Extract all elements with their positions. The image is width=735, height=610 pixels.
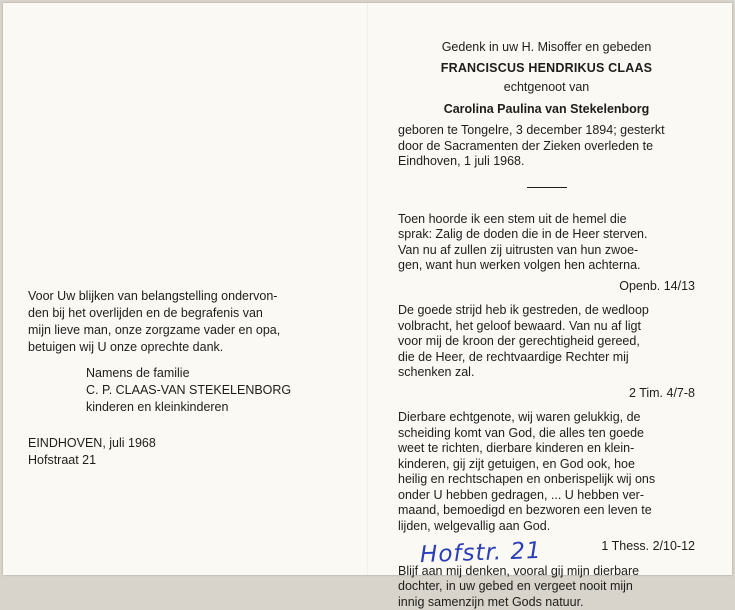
passage-closing	[398, 564, 695, 610]
place-block	[28, 435, 343, 469]
text-line: scheiding komt van God, die alles ten goede	[398, 426, 695, 442]
text-line: voor mij de kroon der gerechtigheid gereed,	[398, 334, 695, 350]
text-line: geboren te Tongelre, 3 december 1894; gesterkt	[398, 123, 695, 139]
text-line: innig samenzijn met Gods natuur.	[398, 595, 695, 610]
text-line: Blijf aan mij denken, vooral gij mijn dierbare	[398, 564, 695, 580]
text-line: volbracht, het geloof bewaard. Van nu af ligt	[398, 319, 695, 335]
text-line: kinderen, gij zijt getuigen, en God ook, hoe	[398, 457, 695, 473]
bio-paragraph	[398, 123, 695, 170]
passage-timothy	[398, 303, 695, 381]
passage-reference: 1 Thess. 2/10-12	[398, 539, 695, 555]
text-line: Toen hoorde ik een stem uit de hemel die	[398, 212, 695, 228]
family-signature	[86, 365, 343, 416]
address: Hofstraat 21	[28, 452, 343, 469]
family-name: C. P. CLAAS-VAN STEKELENBORG	[86, 382, 343, 399]
card-fold	[367, 3, 368, 575]
text-line: Voor Uw blijken van belangstelling ondervon-	[28, 288, 343, 305]
passage-reference: Openb. 14/13	[398, 279, 695, 295]
text-line: gen, want hun werken volgen hen achterna.	[398, 258, 695, 274]
thanks-paragraph	[28, 288, 343, 356]
text-line: onder U hebben gedragen, ... U hebben ver-	[398, 488, 695, 504]
text-line: den bij het overlijden en de begrafenis van	[28, 305, 343, 322]
spouse-name: Carolina Paulina van Stekelenborg	[398, 102, 695, 118]
text-line: Van nu af zullen zij uitrusten van hun zwoe-	[398, 243, 695, 259]
family-sub: kinderen en kleinkinderen	[86, 399, 343, 416]
passage-reference: 2 Tim. 4/7-8	[398, 386, 695, 402]
intro-line: Gedenk in uw H. Misoffer en gebeden	[398, 40, 695, 56]
text-line: door de Sacramenten der Zieken overleden te	[398, 139, 695, 155]
text-line: Eindhoven, 1 juli 1968.	[398, 154, 695, 170]
text-line: mijn lieve man, onze zorgzame vader en opa,	[28, 322, 343, 339]
passage-revelation	[398, 212, 695, 274]
text-line: dochter, in uw gebed en vergeet nooit mijn	[398, 579, 695, 595]
divider	[527, 187, 567, 188]
deceased-name: FRANCISCUS HENDRIKUS CLAAS	[398, 61, 695, 77]
text-line: betuigen wij U onze oprechte dank.	[28, 339, 343, 356]
text-line: heilig en rechtschapen en onberispelijk wij ons	[398, 472, 695, 488]
text-line: Dierbare echtgenote, wij waren gelukkig, de	[398, 410, 695, 426]
memorial-panel	[398, 40, 695, 610]
place-date: EINDHOVEN, juli 1968	[28, 435, 343, 452]
text-line: sprak: Zalig de doden die in de Heer sterven.	[398, 227, 695, 243]
text-line: weet te richten, dierbare kinderen en klein-	[398, 441, 695, 457]
text-line: De goede strijd heb ik gestreden, de wedloop	[398, 303, 695, 319]
text-line: die de Heer, de rechtvaardige Rechter mij	[398, 350, 695, 366]
text-line: schenken zal.	[398, 365, 695, 381]
thank-you-panel	[28, 288, 343, 469]
passage-thessalonians	[398, 410, 695, 534]
text-line: maand, bemoedigd en bezworen een leven te	[398, 503, 695, 519]
spouse-label: echtgenoot van	[398, 80, 695, 96]
text-line: lijden, welgevallig aan God.	[398, 519, 695, 535]
handwritten-note: Hofstr. 21	[420, 538, 543, 568]
family-label: Namens de familie	[86, 365, 343, 382]
